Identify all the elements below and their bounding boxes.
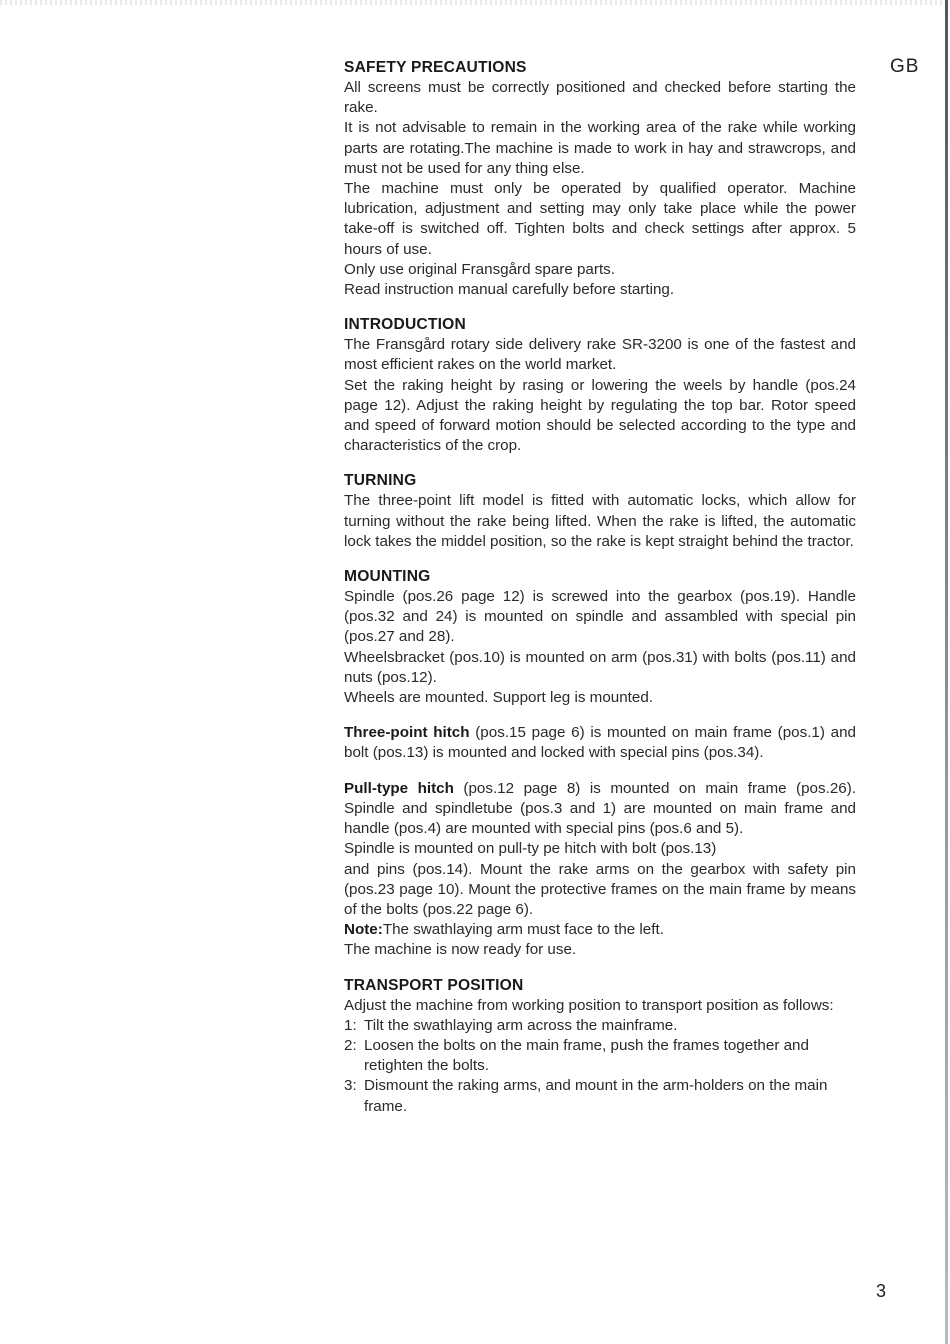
- list-item: [344, 1016, 856, 1036]
- paragraph: and pins (pos.14). Mount the rake arms on the gearbox with safety pin (pos.23 page 10). Mount the protective frames on the main frame by means of the bolts (pos.22 page 6).: [344, 860, 856, 918]
- paragraph: Only use original Fransgård spare parts.: [344, 260, 615, 278]
- paragraph: It is not advisable to remain in the working area of the rake while working parts are rotating.The machine is made to work in hay and strawcrops, and must not be used for any thing else.: [344, 119, 856, 177]
- paragraph: Spindle is mounted on pull-ty pe hitch with bolt (pos.13): [344, 840, 717, 858]
- section-heading: INTRODUCTION: [344, 316, 466, 334]
- three-point-hitch-label: Three-point hitch: [344, 724, 470, 742]
- mounting-intro-block: [344, 587, 856, 708]
- section-heading: TURNING: [344, 472, 417, 490]
- section-heading: SAFETY PRECAUTIONS: [344, 59, 527, 76]
- section-mounting: [344, 567, 856, 960]
- step-number: 2:: [344, 1036, 357, 1054]
- pull-type-hitch-text: (pos.12 page 8) is mounted on main frame (pos.26). Spindle and spindletube (pos.3 and 1) are mounted on main frame and handle (pos.4) are mounted with special pins (pos.6 and 5).: [344, 779, 856, 838]
- paragraph: Read instruction manual carefully before starting.: [344, 281, 675, 299]
- paragraph: The three-point lift model is fitted with automatic locks, which allow for turning without the rake being lifted. When the rake is lifted, the automatic lock takes the middel position, so the rake is kept straight behind the tractor.: [344, 492, 856, 550]
- note-text: The swathlaying arm must face to the left.: [382, 921, 664, 939]
- pull-type-hitch-label: Pull-type hitch: [344, 779, 454, 797]
- scan-edge-top: [0, 0, 950, 5]
- note-label: Note:: [344, 921, 383, 939]
- paragraph: Spindle (pos.26 page 12) is screwed into the gearbox (pos.19). Handle (pos.32 and 24) is mounted on spindle and assambled with special pin (pos.27 and 28).: [344, 588, 856, 646]
- manual-page-content: [344, 58, 856, 1132]
- paragraph: Wheelsbracket (pos.10) is mounted on arm (pos.31) with bolts (pos.11) and nuts (pos.12).: [344, 648, 856, 686]
- paragraph: Adjust the machine from working position to transport position as follows:: [344, 996, 834, 1014]
- step-number: 3:: [344, 1077, 357, 1095]
- language-code: GB: [890, 56, 920, 77]
- transport-steps-list: [344, 1016, 856, 1117]
- paragraph: Wheels are mounted. Support leg is mounted.: [344, 689, 653, 707]
- section-introduction: [344, 315, 856, 456]
- page-number: 3: [876, 1281, 887, 1301]
- step-number: 1:: [344, 1016, 357, 1034]
- three-point-hitch-paragraph: [344, 723, 856, 763]
- list-item: [344, 1076, 856, 1116]
- paragraph: Set the raking height by rasing or lowering the weels by handle (pos.24 page 12). Adjust the raking height by regulating the top bar. Rotor speed and speed of forward motion should be selected according to the type and characteristics of the crop.: [344, 376, 856, 455]
- step-text: Tilt the swathlaying arm across the mainframe.: [364, 1016, 678, 1034]
- step-text: Dismount the raking arms, and mount in the arm-holders on the main frame.: [364, 1077, 828, 1115]
- section-transport-position: [344, 976, 856, 1117]
- paragraph: The Fransgård rotary side delivery rake SR-3200 is one of the fastest and most efficient rakes on the world market.: [344, 336, 856, 374]
- section-heading: MOUNTING: [344, 568, 431, 586]
- step-text: Loosen the bolts on the main frame, push the frames together and retighten the bolts.: [364, 1036, 809, 1075]
- list-item: [344, 1036, 856, 1076]
- section-turning: [344, 471, 856, 552]
- paragraph: The machine is now ready for use.: [344, 941, 577, 959]
- scan-edge-right: [945, 0, 948, 1344]
- three-point-hitch-text: (pos.15 page 6) is mounted on main frame (pos.1) and bolt (pos.13) is mounted and locked with special pins (pos.34).: [344, 724, 856, 762]
- paragraph: All screens must be correctly positioned and checked before starting the rake.: [344, 79, 856, 117]
- pull-type-hitch-block: [344, 779, 856, 961]
- pull-type-hitch-paragraph: [344, 779, 856, 840]
- note-paragraph: [344, 920, 856, 940]
- section-safety-precautions: [344, 58, 856, 300]
- section-heading: TRANSPORT POSITION: [344, 976, 524, 994]
- paragraph: The machine must only be operated by qualified operator. Machine lubrication, adjustment and setting may only take place while the power take-off is switched off. Tighten bolts and check settings after approx. 5 hours of use.: [344, 180, 856, 258]
